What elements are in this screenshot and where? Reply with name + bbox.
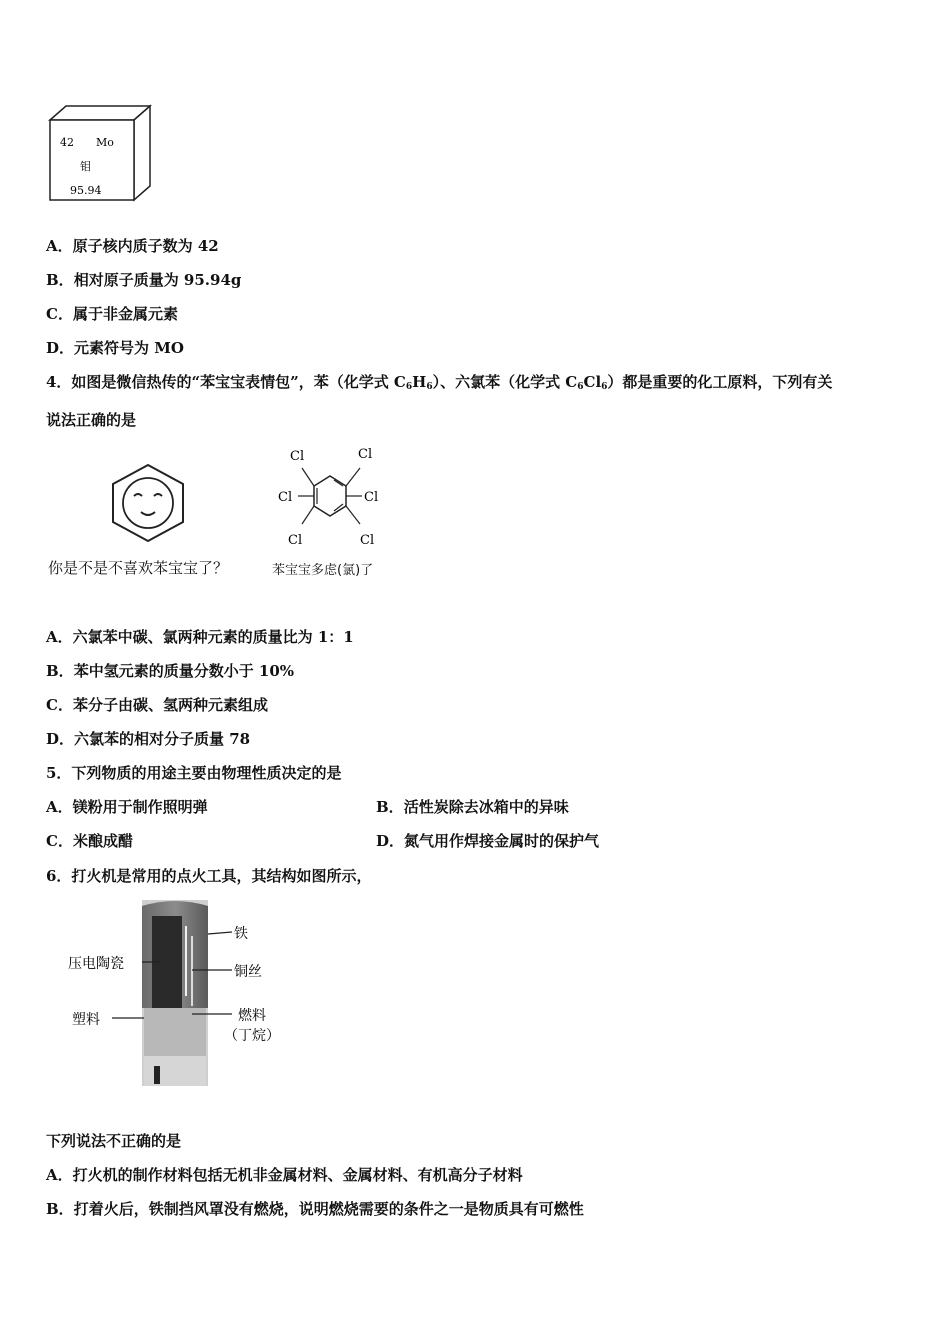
lighter-diagram — [64, 896, 294, 1088]
q5-option-c: C．米酿成醋 — [46, 832, 133, 850]
q6-stem: 6．打火机是常用的点火工具，其结构如图所示， — [46, 867, 372, 885]
q4-stem-line2: 说法正确的是 — [46, 411, 137, 429]
element-name: 钼 — [80, 160, 91, 173]
q4-option-c: C．苯分子由碳、氢两种元素组成 — [46, 696, 268, 714]
emoji-caption-right: 苯宝宝多虑(氯)了 — [272, 563, 374, 578]
q3-option-b: B．相对原子质量为 95.94g — [46, 271, 242, 289]
q6-option-a: A．打火机的制作材料包括无机非金属材料、金属材料、有机高分子材料 — [46, 1166, 523, 1184]
element-card-figure — [44, 102, 156, 204]
q4-stem: 4．如图是微信热传的“苯宝宝表情包”，苯（化学式 $C_6H_6$）、六氯苯（化学式 $C_6Cl_6$）都是重要的化工原料，下列有关 — [46, 373, 833, 392]
q6-question: 下列说法不正确的是 — [46, 1132, 182, 1150]
element-mass: 95.94 — [70, 184, 102, 197]
cl-label-mid-right: Cl — [364, 490, 379, 505]
cl-label-top-left: Cl — [290, 449, 305, 464]
label-copper: 铜丝 — [234, 964, 262, 980]
q3-option-d: D．元素符号为 MO — [46, 339, 184, 357]
hexachlorobenzene-figure — [272, 440, 392, 552]
q5-option-d: D．氮气用作焊接金属时的保护气 — [376, 832, 600, 850]
emoji-caption-left: 你是不是不喜欢苯宝宝了？ — [48, 559, 229, 577]
q3-option-a: A．原子核内质子数为 42 — [46, 237, 219, 255]
label-iron: 铁 — [234, 926, 248, 942]
label-ceramic: 压电陶瓷 — [68, 956, 124, 972]
benzene-emoji-figure — [108, 462, 188, 544]
label-plastic: 塑料 — [72, 1012, 100, 1028]
element-symbol: Mo — [96, 136, 114, 149]
label-fuel: 燃料 — [238, 1008, 266, 1024]
q5-option-a: A．镁粉用于制作照明弹 — [46, 798, 208, 816]
q3-option-c: C．属于非金属元素 — [46, 305, 178, 323]
q4-option-d: D．六氯苯的相对分子质量 78 — [46, 730, 251, 748]
q5-option-b: B．活性炭除去冰箱中的异味 — [376, 798, 569, 816]
label-butane: （丁烷） — [224, 1028, 280, 1044]
cl-label-bottom-left: Cl — [288, 533, 303, 548]
q4-option-b: B．苯中氢元素的质量分数小于 10% — [46, 662, 295, 680]
q5-stem: 5．下列物质的用途主要由物理性质决定的是 — [46, 764, 342, 782]
cl-label-bottom-right: Cl — [360, 533, 375, 548]
cl-label-mid-left: Cl — [278, 490, 293, 505]
cl-label-top-right: Cl — [358, 447, 373, 462]
q6-option-b: B．打着火后，铁制挡风罩没有燃烧，说明燃烧需要的条件之一是物质具有可燃性 — [46, 1200, 584, 1218]
element-number: 42 — [60, 136, 74, 149]
q4-option-a: A．六氯苯中碳、氯两种元素的质量比为 1：1 — [46, 628, 354, 646]
